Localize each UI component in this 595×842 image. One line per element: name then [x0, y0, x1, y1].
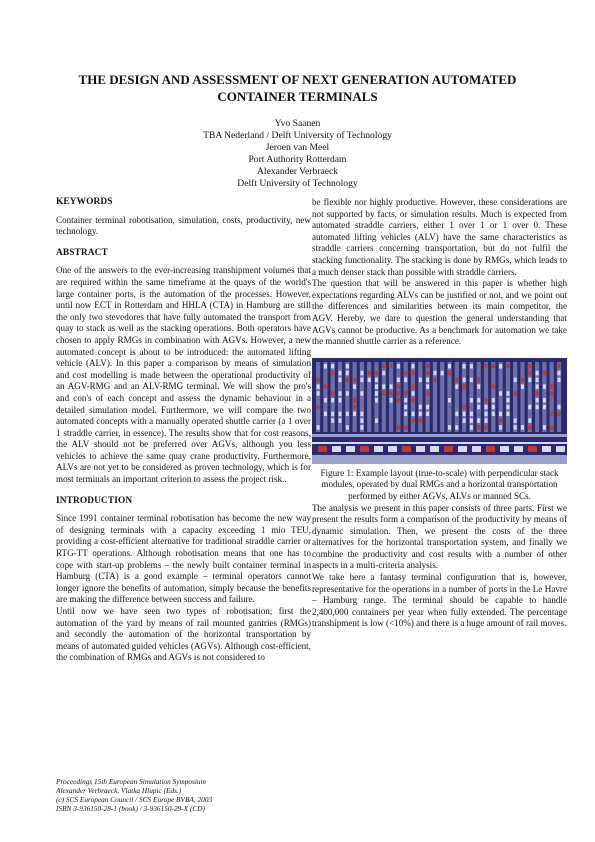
container-block [339, 391, 342, 396]
keywords-section [56, 197, 311, 238]
container-block [331, 411, 334, 416]
container-block [492, 411, 495, 416]
stack-module [323, 362, 327, 432]
container-block [360, 377, 363, 382]
stack-module [396, 362, 400, 432]
container-block [455, 377, 458, 382]
quay-crane [528, 446, 537, 452]
container-block [324, 411, 327, 416]
container-block [485, 364, 488, 369]
container-block [397, 391, 400, 396]
container-block [485, 398, 488, 403]
container-block [499, 391, 502, 396]
container-block [506, 411, 509, 416]
terminal-layout-figure [312, 358, 567, 464]
container-block [412, 364, 415, 369]
container-block [536, 384, 539, 389]
container-block [339, 411, 342, 416]
container-block [492, 398, 495, 403]
body-paragraph: The question that will be answered in this paper is whether high expectations regarding ALVs can be justified or not, and we point out the differences and similarities between its main competitor, the AGV. Hereby, we dare to question the general understanding that AGVs cannot be productive. As a benchmark for automation we take the manned shuttle carrier as a reference. [312, 278, 567, 347]
container-block [543, 425, 546, 430]
keywords-heading: KEYWORDS [56, 197, 113, 207]
container-block [558, 371, 561, 376]
quay-crane [458, 446, 467, 452]
container-block [463, 405, 466, 410]
container-block [470, 411, 473, 416]
abstract-heading: ABSTRACT [56, 247, 108, 258]
container-block [404, 405, 407, 410]
introduction-section [56, 496, 311, 664]
container-block [558, 377, 561, 382]
quay-crane [556, 446, 565, 452]
container-block [353, 384, 356, 389]
container-block [441, 371, 444, 376]
container-block [477, 425, 480, 430]
container-block [528, 364, 531, 369]
paper-title: THE DESIGN AND ASSESSMENT OF NEXT GENERATION AUTOMATED CONTAINER TERMINALS [78, 72, 517, 104]
container-block [346, 371, 349, 376]
container-block [426, 371, 429, 376]
container-block [470, 398, 473, 403]
container-block [419, 411, 422, 416]
container-block [368, 377, 371, 382]
container-block [528, 405, 531, 410]
container-block [477, 384, 480, 389]
container-block [550, 391, 553, 396]
right-column [312, 197, 567, 630]
figure-caption: Figure 1: Example layout (true-to-scale) with perpendicular stack modules, operated by dual RMGs and a horizontal transportation performed by either AGVs, ALVs or manned SCs. [320, 467, 559, 501]
container-block [412, 411, 415, 416]
container-block [558, 405, 561, 410]
abstract-text: One of the answers to the ever-increasing transhipment volumes that are required within the same timeframe at the quays of the world's large container ports, is the automation of the processes. However, until now ECT in Rotterdam and HHLA (CTA) in Hamburg are still the only two stevedores that have fully automated the transport from quay to stack as well as the stacking operations. Both operators have chosen to apply RMGs in combination with AGVs. However, a new automated concept is about to be introduced: the automated lifting vehicle (ALV). In this paper a comparison by means of simulation and cost modelling is made between the operational productivity of an AGV-RMG and an ALV-RMG terminal. We will show the pro's and con's of each concept and assess the dynamic behaviour in a detailed simulation model. Furthermore, we will compare the two automated concepts with a manually operated shuttle carrier (a 1 over 1 straddle carrier, in essence). The results show that for cost reasons, the ALV should not be preferred over AGVs, although you less vehicles to achieve the same quay crane productivity. Furthermore, ALVs are not yet to be considered as proven technology, which is for most terminals an important criterion to assess the project risk.. [56, 265, 311, 485]
container-block [390, 384, 393, 389]
container-block [477, 398, 480, 403]
container-block [448, 425, 451, 430]
quay-crane [332, 446, 341, 452]
body-paragraph: We take here a fantasy terminal configuration that is, however, representative for the operations in a number of ports in the Le Havre – Hamburg range. The terminal should be capable to handle 2,400,000 containers per year when fully extended. The percentage transhipment is low (<10%) and there is a huge amount of rail moves. [312, 572, 567, 629]
container-block [470, 425, 473, 430]
abstract-section [56, 248, 311, 486]
transport-lane [312, 442, 567, 444]
container-block [528, 425, 531, 430]
container-block [536, 391, 539, 396]
container-block [382, 364, 385, 369]
container-block [339, 377, 342, 382]
container-block [419, 377, 422, 382]
container-block [353, 377, 356, 382]
container-block [514, 391, 517, 396]
container-block [404, 425, 407, 430]
stack-module [520, 362, 524, 432]
container-block [455, 384, 458, 389]
container-block [390, 364, 393, 369]
footer-line: ISBN 3-936150-28-1 (book) / 3-936150-29-X (CD) [56, 804, 205, 813]
container-block [543, 371, 546, 376]
container-block [499, 364, 502, 369]
container-block [455, 425, 458, 430]
introduction-paragraph: Until now we have seen two types of robotisation; first the automation of the yard by means of rail mounted gantries (RMGs) and secondly the automation of the horizontal transportation by means of automated guided vehicles (AGVs). Although cost-efficient, the combination of RMGs and AGVs is not considered to [56, 606, 311, 663]
introduction-paragraph: Since 1991 container terminal robotisation has become the new way of designing terminals with a capacity exceeding 1 mio TEU, providing a cost-efficient alternative for traditional straddle carrier or RTG-TT operations. Although robotisation means that one has to cope with start-up problems – the newly built container terminal in Hamburg (CTA) is a good example – terminal operators cannot longer ignore the benefits of automation, simply because the benefits are making the difference between success and failure. [56, 513, 311, 605]
container-block [455, 411, 458, 416]
container-block [550, 384, 553, 389]
container-block [368, 371, 371, 376]
container-block [353, 405, 356, 410]
container-block [390, 398, 393, 403]
container-block [426, 364, 429, 369]
container-block [492, 384, 495, 389]
container-block [339, 371, 342, 376]
quay-crane [472, 446, 481, 452]
container-block [485, 418, 488, 423]
container-block [360, 371, 363, 376]
container-block [360, 411, 363, 416]
transport-lane [312, 434, 567, 437]
container-block [463, 377, 466, 382]
footer-line: Proceedings 15th European Simulation Symposium [56, 777, 206, 786]
container-block [506, 405, 509, 410]
container-block [404, 371, 407, 376]
quay-crane [374, 446, 383, 452]
container-block [324, 398, 327, 403]
container-block [339, 398, 342, 403]
container-block [412, 398, 415, 403]
container-block [397, 377, 400, 382]
container-block [404, 377, 407, 382]
quay-crane [346, 446, 355, 452]
container-block [360, 391, 363, 396]
container-block [317, 391, 320, 396]
container-block [477, 377, 480, 382]
introduction-heading: INTRODUCTION [56, 495, 133, 506]
quay-crane [444, 446, 453, 452]
container-block [528, 377, 531, 382]
container-block [419, 405, 422, 410]
container-block [382, 391, 385, 396]
stack-module [455, 362, 459, 432]
author-name: Yvo Saanen [274, 118, 321, 129]
container-block [404, 411, 407, 416]
container-block [360, 418, 363, 423]
container-block [360, 425, 363, 430]
container-block [528, 418, 531, 423]
container-block [492, 405, 495, 410]
container-block [317, 377, 320, 382]
container-block [397, 384, 400, 389]
container-block [463, 364, 466, 369]
container-block [536, 371, 539, 376]
container-block [499, 425, 502, 430]
container-block [433, 371, 436, 376]
container-block [412, 391, 415, 396]
container-block [353, 411, 356, 416]
container-block [470, 377, 473, 382]
container-block [419, 418, 422, 423]
container-block [485, 425, 488, 430]
stack-module [316, 362, 320, 432]
container-block [375, 398, 378, 403]
container-block [536, 398, 539, 403]
container-block [375, 391, 378, 396]
container-block [346, 411, 349, 416]
container-block [536, 377, 539, 382]
container-block [485, 405, 488, 410]
container-block [433, 377, 436, 382]
container-block [506, 364, 509, 369]
container-block [543, 398, 546, 403]
stack-module [389, 362, 393, 432]
container-block [375, 371, 378, 376]
container-block [404, 398, 407, 403]
quay-wall [312, 455, 567, 464]
container-block [412, 418, 415, 423]
container-block [339, 418, 342, 423]
stack-module [550, 362, 554, 432]
body-paragraph: be flexible nor highly productive. However, these considerations are not supported by facts, or simulation results. Much is expected from automated straddle carriers, either 1 over 1 or 1 over 0. These automated lifting vehicles (ALV) have the same characteristics as straddle carriers concerning transportation, but do not fulfil the stacking functionality. The stacking is done by RMGs, which leads to a much denser stack than possible with straddle carriers. [312, 197, 567, 277]
container-block [550, 411, 553, 416]
container-block [514, 377, 517, 382]
quay-crane [514, 446, 523, 452]
stack-module [506, 362, 510, 432]
container-block [412, 371, 415, 376]
container-block [324, 364, 327, 369]
container-block [426, 405, 429, 410]
container-block [463, 418, 466, 423]
container-block [499, 418, 502, 423]
container-block [543, 405, 546, 410]
container-block [331, 364, 334, 369]
container-block [477, 418, 480, 423]
quay-crane [542, 446, 551, 452]
container-block [346, 377, 349, 382]
container-block [477, 405, 480, 410]
container-block [390, 391, 393, 396]
container-block [375, 377, 378, 382]
container-block [521, 384, 524, 389]
container-block [543, 384, 546, 389]
container-block [514, 418, 517, 423]
body-paragraph: The analysis we present in this paper consists of three parts. First we present the results form a comparison of the productivity by means of dynamic simulation. Then, we present the costs of the three alternatives for the horizontal transportation system, and finally we combine the productivity and cost results with a number of other aspects in a multi-criteria analysis. [312, 502, 567, 571]
container-block [397, 398, 400, 403]
container-block [346, 391, 349, 396]
quay-crane [402, 446, 411, 452]
container-block [324, 384, 327, 389]
container-block [528, 371, 531, 376]
stack-module [353, 362, 357, 432]
container-block [448, 364, 451, 369]
container-block [506, 391, 509, 396]
container-block [558, 364, 561, 369]
container-block [317, 405, 320, 410]
quay-crane [318, 446, 327, 452]
container-block [404, 391, 407, 396]
container-block [550, 425, 553, 430]
author-name: Jeroen van Meel [265, 142, 330, 153]
container-block [397, 425, 400, 430]
container-block [448, 371, 451, 376]
container-block [317, 425, 320, 430]
container-block [375, 384, 378, 389]
container-block [331, 391, 334, 396]
container-block [536, 405, 539, 410]
container-block [463, 411, 466, 416]
container-block [331, 418, 334, 423]
terminal-layout-image [312, 358, 567, 464]
container-block [426, 384, 429, 389]
container-block [331, 371, 334, 376]
footer-line: (c) SCS European Council / SCS Europe BVBA, 2003 [56, 795, 213, 804]
container-block [382, 371, 385, 376]
container-block [397, 364, 400, 369]
container-block [448, 398, 451, 403]
container-block [426, 377, 429, 382]
author-affiliation: TBA Nederland / Delft University of Technology [203, 130, 392, 141]
container-block [375, 418, 378, 423]
left-column [56, 197, 311, 674]
container-block [521, 425, 524, 430]
container-block [346, 425, 349, 430]
quay-crane [360, 446, 369, 452]
container-block [346, 364, 349, 369]
container-block [558, 411, 561, 416]
container-block [426, 391, 429, 396]
container-block [353, 398, 356, 403]
container-block [426, 411, 429, 416]
footer-line: Alexander Verbraeck, Vlatka Hlupic (Eds.) [56, 786, 182, 795]
keywords-text: Container terminal robotisation, simulation, costs, productivity, new technology. [56, 214, 311, 237]
container-block [382, 384, 385, 389]
container-block [463, 384, 466, 389]
author-block [120, 118, 475, 190]
container-block [514, 425, 517, 430]
container-block [470, 418, 473, 423]
container-block [331, 398, 334, 403]
container-block [317, 384, 320, 389]
quay-crane [430, 446, 439, 452]
container-block [412, 384, 415, 389]
stack-module [491, 362, 495, 432]
author-affiliation: Port Authority Rotterdam [248, 154, 347, 165]
quay-crane [500, 446, 509, 452]
container-block [521, 377, 524, 382]
author-affiliation: Delft University of Technology [237, 178, 358, 189]
container-block [492, 364, 495, 369]
quay-crane [388, 446, 397, 452]
quay-crane [416, 446, 425, 452]
container-block [485, 411, 488, 416]
container-block [470, 364, 473, 369]
author-name: Alexander Verbraeck [256, 166, 339, 177]
quay-crane [486, 446, 495, 452]
container-block [506, 398, 509, 403]
proceedings-footer [56, 777, 316, 813]
container-block [499, 411, 502, 416]
